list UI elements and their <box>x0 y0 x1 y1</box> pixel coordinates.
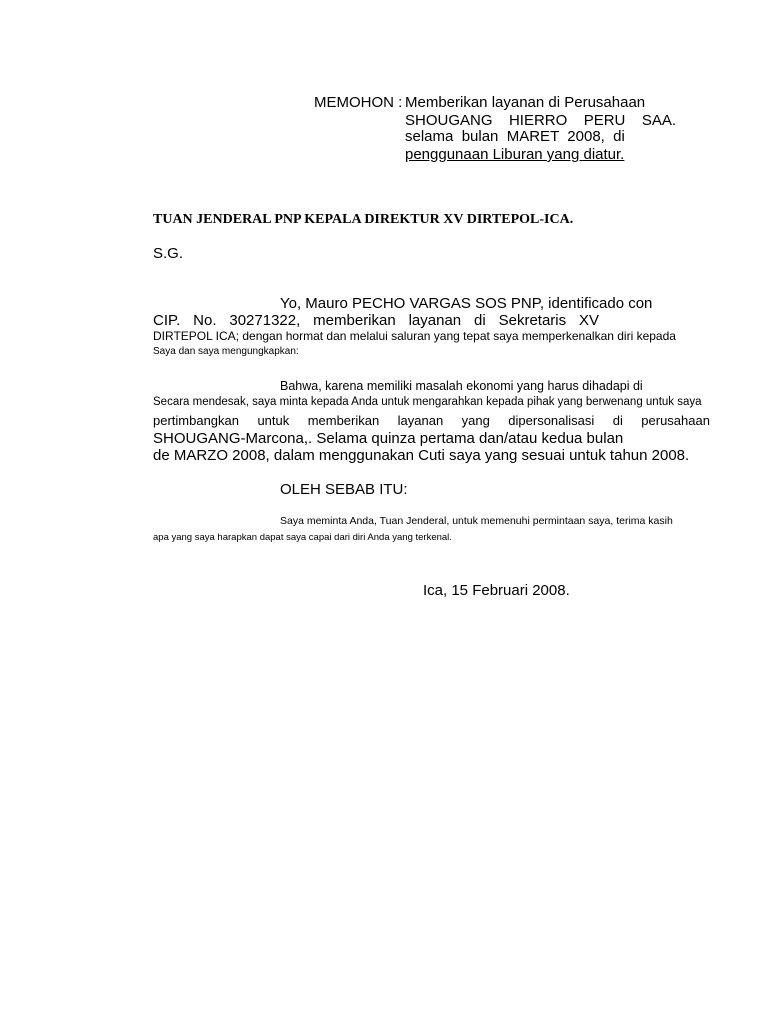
para1-line-2-word: 30271322, <box>229 312 301 329</box>
para1-line-2-word: memberikan <box>313 312 396 329</box>
memohon-line-1: Memberikan layanan di Perusahaan <box>405 94 646 111</box>
memohon-line-4 <box>405 146 675 163</box>
para1-line-2-word: No. <box>193 312 217 329</box>
salutation: S.G. <box>153 245 184 262</box>
para2-line-3-word: perusahaan <box>641 413 710 428</box>
therefore-heading: OLEH SEBAB ITU: <box>280 481 408 498</box>
memohon-line-2-word: PERU <box>583 112 626 129</box>
para1-line-2-word: XV <box>579 312 600 329</box>
para2-line-3 <box>153 413 710 428</box>
para2-line-2: Secara mendesak, saya minta kepada Anda untuk mengarahkan kepada pihak yang berwenang untuk saya <box>153 396 702 408</box>
para2-line-4: SHOUGANG-Marcona,. Selama quinza pertama dan/atau kedua bulan <box>153 430 624 447</box>
para1-line-3: DIRTEPOL ICA; dengan hormat dan melalui saluran yang tepat saya memperkenalkan diri kepada <box>153 329 676 343</box>
para1-line-2-word: CIP. <box>153 312 181 329</box>
para1-line-2-word: di <box>474 312 486 329</box>
para2-line-3-word: memberikan <box>307 413 380 428</box>
addressee-heading: TUAN JENDERAL PNP KEPALA DIREKTUR XV DIRTEPOL-ICA. <box>153 212 574 227</box>
memohon-line-2 <box>405 112 676 129</box>
para2-line-3-word: di <box>612 413 623 428</box>
para2-line-1: Bahwa, karena memiliki masalah ekonomi yang harus dihadapi di <box>280 379 643 393</box>
memohon-line-3: selama bulan MARET 2008, di <box>405 128 625 145</box>
memohon-label: MEMOHON : <box>314 94 403 111</box>
para1-line-2-word: Sekretaris <box>498 312 567 329</box>
memohon-line-2-word: HIERRO <box>508 112 568 129</box>
memohon-line-4-text: penggunaan Liburan yang diatur. <box>405 146 625 163</box>
memohon-line-2-word: SAA. <box>641 112 676 129</box>
para1-line-4: Saya dan saya mengungkapkan: <box>153 346 299 357</box>
memohon-line-2-word: SHOUGANG <box>405 112 493 129</box>
para1-line-2-word: layanan <box>408 312 462 329</box>
para2-line-3-word: layanan <box>397 413 444 428</box>
para3-line-2: apa yang saya harapkan dapat saya capai dari diri Anda yang terkenal. <box>153 532 452 543</box>
para3-line-1: Saya meminta Anda, Tuan Jenderal, untuk memenuhi permintaan saya, terima kasih <box>280 515 673 527</box>
para1-line-2 <box>153 312 599 329</box>
para2-line-3-word: pertimbangkan <box>153 413 239 428</box>
para1-line-1: Yo, Mauro PECHO VARGAS SOS PNP, identificado con <box>280 295 653 312</box>
para2-line-3-word: yang <box>461 413 490 428</box>
para2-line-3-word: untuk <box>257 413 290 428</box>
para2-line-5: de MARZO 2008, dalam menggunakan Cuti saya yang sesuai untuk tahun 2008. <box>153 447 690 464</box>
place-date: Ica, 15 Februari 2008. <box>423 582 570 599</box>
para2-line-3-word: dipersonalisasi <box>508 413 595 428</box>
